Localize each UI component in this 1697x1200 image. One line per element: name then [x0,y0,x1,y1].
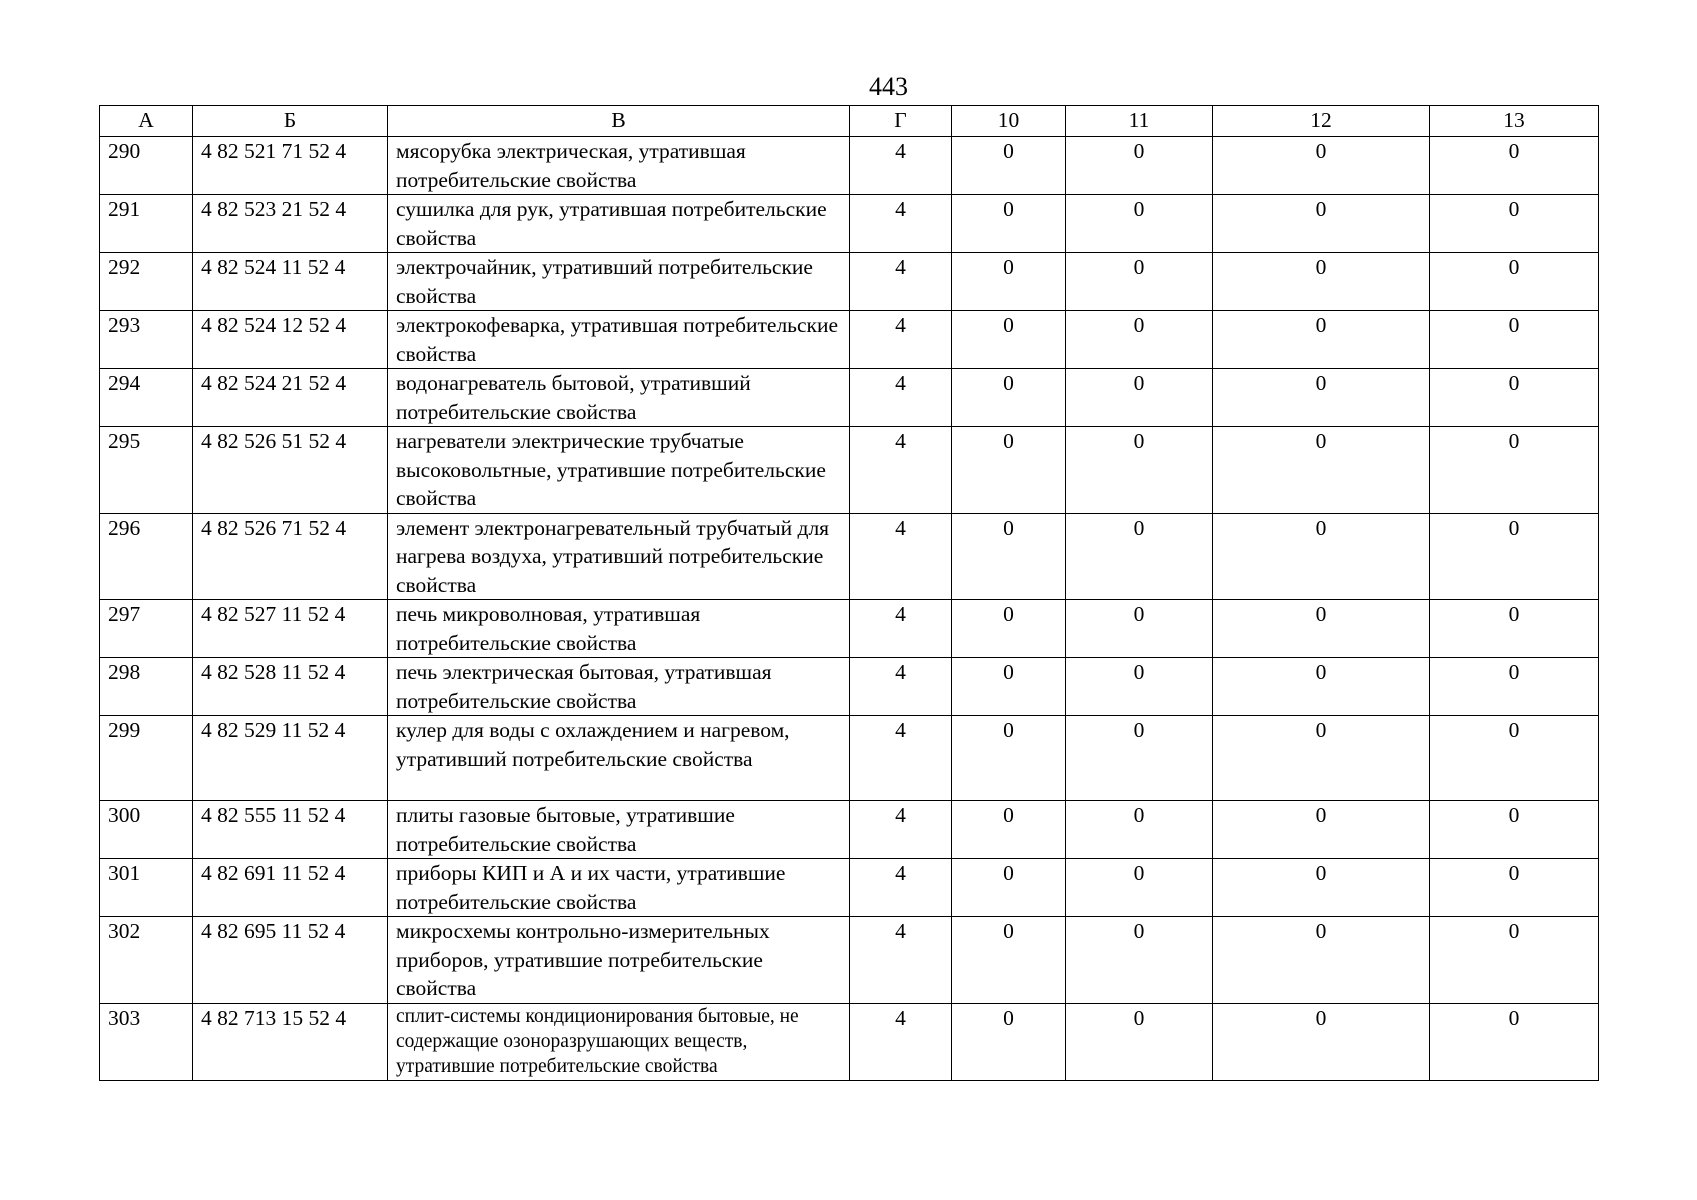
waste-description-cell: плиты газовые бытовые, утратившие потребительские свойства [388,801,850,859]
value-cell-12: 0 [1213,859,1430,917]
table-row [100,600,1599,658]
value-cell-13: 0 [1430,1003,1599,1080]
header-cell-b: Б [193,106,388,137]
table-row [100,311,1599,369]
hazard-class-cell: 4 [850,195,952,253]
value-cell-10: 0 [952,600,1066,658]
value-cell-13: 0 [1430,513,1599,600]
waste-code-cell: 4 82 528 11 52 4 [193,658,388,716]
value-cell-11: 0 [1066,427,1213,514]
row-number-cell: 296 [100,513,193,600]
header-cell-11: 11 [1066,106,1213,137]
value-cell-13: 0 [1430,137,1599,195]
value-cell-10: 0 [952,513,1066,600]
row-number-cell: 292 [100,253,193,311]
value-cell-12: 0 [1213,1003,1430,1080]
value-cell-13: 0 [1430,195,1599,253]
waste-description-cell: печь микроволновая, утратившая потребительские свойства [388,600,850,658]
value-cell-10: 0 [952,716,1066,801]
header-cell-g: Г [850,106,952,137]
value-cell-11: 0 [1066,513,1213,600]
table-row [100,716,1599,801]
waste-code-cell: 4 82 524 11 52 4 [193,253,388,311]
value-cell-12: 0 [1213,137,1430,195]
value-cell-13: 0 [1430,427,1599,514]
table-body [100,137,1599,1081]
waste-description-cell: кулер для воды с охлаждением и нагревом, утративший потребительские свойства [388,716,850,801]
row-number-cell: 300 [100,801,193,859]
waste-code-cell: 4 82 526 71 52 4 [193,513,388,600]
waste-description-cell: элемент электронагревательный трубчатый для нагрева воздуха, утративший потребительские свойства [388,513,850,600]
waste-description-cell: электрокофеварка, утратившая потребительские свойства [388,311,850,369]
header-cell-a: А [100,106,193,137]
value-cell-13: 0 [1430,253,1599,311]
value-cell-11: 0 [1066,600,1213,658]
row-number-cell: 295 [100,427,193,514]
header-row [100,106,1599,137]
value-cell-12: 0 [1213,801,1430,859]
value-cell-12: 0 [1213,195,1430,253]
value-cell-11: 0 [1066,195,1213,253]
table-row [100,137,1599,195]
waste-code-cell: 4 82 713 15 52 4 [193,1003,388,1080]
value-cell-11: 0 [1066,716,1213,801]
value-cell-13: 0 [1430,716,1599,801]
row-number-cell: 298 [100,658,193,716]
value-cell-11: 0 [1066,137,1213,195]
value-cell-13: 0 [1430,917,1599,1004]
hazard-class-cell: 4 [850,427,952,514]
waste-code-cell: 4 82 691 11 52 4 [193,859,388,917]
value-cell-11: 0 [1066,253,1213,311]
value-cell-13: 0 [1430,600,1599,658]
row-number-cell: 290 [100,137,193,195]
value-cell-12: 0 [1213,311,1430,369]
table-row [100,917,1599,1004]
value-cell-12: 0 [1213,513,1430,600]
table-row [100,658,1599,716]
waste-code-cell: 4 82 527 11 52 4 [193,600,388,658]
value-cell-10: 0 [952,253,1066,311]
waste-description-cell: сушилка для рук, утратившая потребительские свойства [388,195,850,253]
waste-code-cell: 4 82 524 21 52 4 [193,369,388,427]
table-row [100,513,1599,600]
value-cell-12: 0 [1213,600,1430,658]
table-row [100,195,1599,253]
waste-description-cell: нагреватели электрические трубчатые высоковольтные, утратившие потребительские свойства [388,427,850,514]
waste-description-cell: сплит-системы кондиционирования бытовые, не содержащие озоноразрушающих веществ, утратившие потребительские свойства [388,1003,850,1080]
row-number-cell: 297 [100,600,193,658]
value-cell-10: 0 [952,658,1066,716]
hazard-class-cell: 4 [850,369,952,427]
value-cell-11: 0 [1066,859,1213,917]
table-row [100,253,1599,311]
row-number-cell: 294 [100,369,193,427]
waste-code-cell: 4 82 523 21 52 4 [193,195,388,253]
value-cell-13: 0 [1430,658,1599,716]
waste-code-cell: 4 82 529 11 52 4 [193,716,388,801]
value-cell-11: 0 [1066,917,1213,1004]
value-cell-13: 0 [1430,311,1599,369]
value-cell-11: 0 [1066,311,1213,369]
row-number-cell: 291 [100,195,193,253]
hazard-class-cell: 4 [850,253,952,311]
waste-code-cell: 4 82 555 11 52 4 [193,801,388,859]
value-cell-10: 0 [952,369,1066,427]
value-cell-10: 0 [952,427,1066,514]
page-number: 443 [869,72,908,101]
hazard-class-cell: 4 [850,658,952,716]
value-cell-12: 0 [1213,369,1430,427]
waste-code-cell: 4 82 695 11 52 4 [193,917,388,1004]
value-cell-12: 0 [1213,253,1430,311]
value-cell-10: 0 [952,311,1066,369]
value-cell-10: 0 [952,917,1066,1004]
row-number-cell: 302 [100,917,193,1004]
waste-code-cell: 4 82 526 51 52 4 [193,427,388,514]
row-number-cell: 299 [100,716,193,801]
value-cell-13: 0 [1430,369,1599,427]
value-cell-12: 0 [1213,427,1430,514]
value-cell-10: 0 [952,859,1066,917]
table-row [100,1003,1599,1080]
waste-description-cell: мясорубка электрическая, утратившая потребительские свойства [388,137,850,195]
waste-description-cell: печь электрическая бытовая, утратившая потребительские свойства [388,658,850,716]
hazard-class-cell: 4 [850,600,952,658]
table-row [100,801,1599,859]
hazard-class-cell: 4 [850,801,952,859]
waste-description-cell: приборы КИП и А и их части, утратившие потребительские свойства [388,859,850,917]
hazard-class-cell: 4 [850,311,952,369]
value-cell-10: 0 [952,195,1066,253]
value-cell-11: 0 [1066,658,1213,716]
waste-code-cell: 4 82 521 71 52 4 [193,137,388,195]
header-cell-12: 12 [1213,106,1430,137]
waste-code-cell: 4 82 524 12 52 4 [193,311,388,369]
header-cell-v: В [388,106,850,137]
waste-description-cell: микросхемы контрольно-измерительных приборов, утратившие потребительские свойства [388,917,850,1004]
hazard-class-cell: 4 [850,716,952,801]
hazard-class-cell: 4 [850,513,952,600]
table-row [100,859,1599,917]
value-cell-13: 0 [1430,801,1599,859]
hazard-class-cell: 4 [850,917,952,1004]
waste-description-cell: водонагреватель бытовой, утративший потребительские свойства [388,369,850,427]
value-cell-10: 0 [952,137,1066,195]
value-cell-12: 0 [1213,716,1430,801]
value-cell-10: 0 [952,801,1066,859]
table-row [100,369,1599,427]
value-cell-12: 0 [1213,658,1430,716]
value-cell-11: 0 [1066,1003,1213,1080]
waste-classification-table [99,105,1599,1081]
hazard-class-cell: 4 [850,1003,952,1080]
table-row [100,427,1599,514]
hazard-class-cell: 4 [850,859,952,917]
header-cell-13: 13 [1430,106,1599,137]
header-cell-10: 10 [952,106,1066,137]
value-cell-12: 0 [1213,917,1430,1004]
waste-description-cell: электрочайник, утративший потребительские свойства [388,253,850,311]
value-cell-13: 0 [1430,859,1599,917]
value-cell-11: 0 [1066,801,1213,859]
row-number-cell: 301 [100,859,193,917]
row-number-cell: 293 [100,311,193,369]
value-cell-11: 0 [1066,369,1213,427]
hazard-class-cell: 4 [850,137,952,195]
value-cell-10: 0 [952,1003,1066,1080]
row-number-cell: 303 [100,1003,193,1080]
